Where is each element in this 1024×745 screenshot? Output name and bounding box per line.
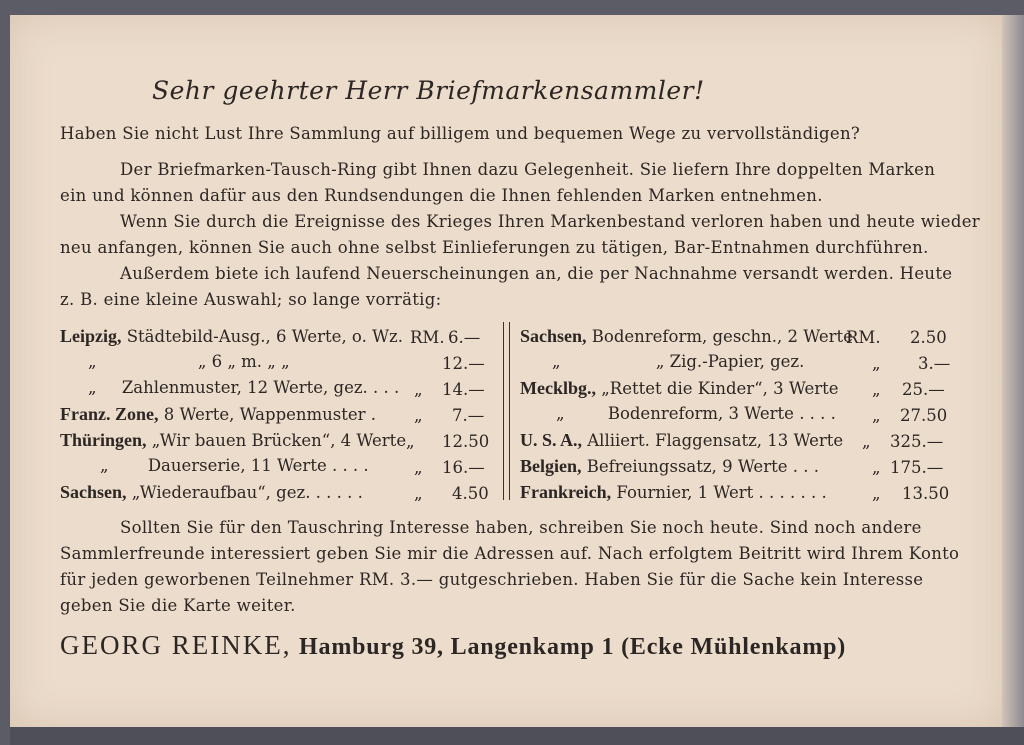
price: 12.50 [442, 432, 490, 451]
sender-name: GEORG REINKE, [60, 630, 292, 660]
list-item [520, 326, 853, 348]
ditto-mark: „ [100, 456, 109, 475]
item-desc: 8 Werte, Wappenmuster . [163, 405, 377, 424]
item-desc: „ Zig.-Papier, gez. [655, 352, 805, 371]
item-desc: „ 6 „ m. „ „ [197, 352, 290, 371]
list-item [100, 456, 369, 478]
region-label: Sachsen, [520, 326, 587, 346]
currency: RM. [846, 328, 881, 347]
paragraph-1-line-1: Der Briefmarken-Tausch-Ring gibt Ihnen dazu Gelegenheit. Sie liefern Ihre doppelten Marken [120, 160, 936, 179]
paragraph-3-line-2: z. B. eine kleine Auswahl; so lange vorrätig: [60, 290, 442, 309]
column-divider [509, 322, 510, 500]
region-label: Mecklbg., [520, 378, 596, 398]
paragraph-4-line-2: Sammlerfreunde interessiert geben Sie mir die Adressen auf. Nach erfolgtem Beitritt wird Ihrem Konto [60, 544, 960, 563]
paragraph-1-line-2: ein und können dafür aus den Rundsendungen die Ihnen fehlenden Marken entnehmen. [60, 186, 823, 205]
item-desc: „Wiederaufbau“, gez. . . . . . [131, 483, 363, 502]
region-label: Franz. Zone, [60, 404, 159, 424]
price: 175.— [890, 458, 944, 477]
region-label: U. S. A., [520, 430, 583, 450]
price: 6.— [448, 328, 481, 347]
currency: „ [872, 484, 881, 503]
region-label: Belgien, [520, 456, 582, 476]
list-item [556, 404, 836, 426]
price: 25.— [902, 380, 945, 399]
ditto-mark: „ [552, 352, 561, 371]
background-strip [10, 727, 1024, 745]
price: 27.50 [900, 406, 948, 425]
item-desc: Befreiungssatz, 9 Werte . . . [586, 457, 819, 476]
currency: „ [862, 432, 871, 451]
currency: „ [414, 406, 423, 425]
currency: „ [872, 458, 881, 477]
price: 14.— [442, 380, 485, 399]
item-desc: Dauerserie, 11 Werte . . . . [147, 456, 369, 475]
item-desc: Alliiert. Flaggensatz, 13 Werte [587, 431, 844, 450]
currency: „ [414, 380, 423, 399]
price: 325.— [890, 432, 944, 451]
currency: „ [414, 484, 423, 503]
price: 3.— [918, 354, 951, 373]
item-desc: „Rettet die Kinder“, 3 Werte [601, 379, 839, 398]
currency: RM. [410, 328, 445, 347]
currency: „ [414, 458, 423, 477]
list-item [520, 430, 843, 452]
greeting-heading: Sehr geehrter Herr Briefmarkensammler! [152, 76, 705, 105]
paragraph-4-line-3: für jeden geworbenen Teilnehmer RM. 3.— gutgeschrieben. Haben Sie für die Sache kein Interesse [60, 570, 924, 589]
price: 16.— [442, 458, 485, 477]
ditto-mark: „ [88, 352, 97, 371]
sender-address [60, 630, 846, 661]
item-desc: Bodenreform, geschn., 2 Werte [591, 327, 853, 346]
item-desc: Städtebild-Ausg., 6 Werte, o. Wz. [126, 327, 403, 346]
region-label: Frankreich, [520, 482, 612, 502]
column-divider [503, 322, 504, 500]
price: 13.50 [902, 484, 950, 503]
region-label: Leipzig, [60, 326, 122, 346]
price: 4.50 [452, 484, 489, 503]
item-desc: „Wir bauen Brücken“, 4 Werte [151, 431, 407, 450]
ditto-mark: „ [556, 404, 565, 423]
currency: „ [872, 354, 881, 373]
region-label: Thüringen, [60, 430, 147, 450]
paragraph-2-line-2: neu anfangen, können Sie auch ohne selbst Einlieferungen zu tätigen, Bar-Entnahmen durchführen. [60, 238, 929, 257]
currency: „ [406, 432, 415, 451]
sender-street: Hamburg 39, Langenkamp 1 (Ecke Mühlenkamp) [299, 634, 847, 660]
intro-line: Haben Sie nicht Lust Ihre Sammlung auf billigem und bequemen Wege zu vervollständigen? [60, 124, 861, 143]
currency: „ [872, 406, 881, 425]
paragraph-3-line-1: Außerdem biete ich laufend Neuerscheinungen an, die per Nachnahme versandt werden. Heute [120, 264, 953, 283]
list-item [60, 404, 376, 426]
card-edge [1002, 15, 1024, 727]
ditto-mark: „ [88, 378, 97, 397]
price: 2.50 [910, 328, 947, 347]
price: 7.— [452, 406, 485, 425]
list-item [60, 430, 406, 452]
paragraph-4-line-4: geben Sie die Karte weiter. [60, 596, 296, 615]
list-item [520, 378, 839, 400]
item-desc: Zahlenmuster, 12 Werte, gez. . . . [121, 378, 400, 397]
list-item [60, 482, 363, 504]
currency: „ [872, 380, 881, 399]
list-item [60, 326, 403, 348]
paragraph-2-line-1: Wenn Sie durch die Ereignisse des Krieges Ihren Markenbestand verloren haben und heute wieder [120, 212, 980, 231]
item-desc: Fournier, 1 Wert . . . . . . . [616, 483, 827, 502]
list-item [88, 352, 290, 374]
list-item [88, 378, 399, 400]
region-label: Sachsen, [60, 482, 127, 502]
item-desc: Bodenreform, 3 Werte . . . . [607, 404, 836, 423]
paragraph-4-line-1: Sollten Sie für den Tauschring Interesse haben, schreiben Sie noch heute. Sind noch andere [120, 518, 922, 537]
list-item [520, 482, 827, 504]
list-item [552, 352, 804, 374]
list-item [520, 456, 819, 478]
price: 12.— [442, 354, 485, 373]
